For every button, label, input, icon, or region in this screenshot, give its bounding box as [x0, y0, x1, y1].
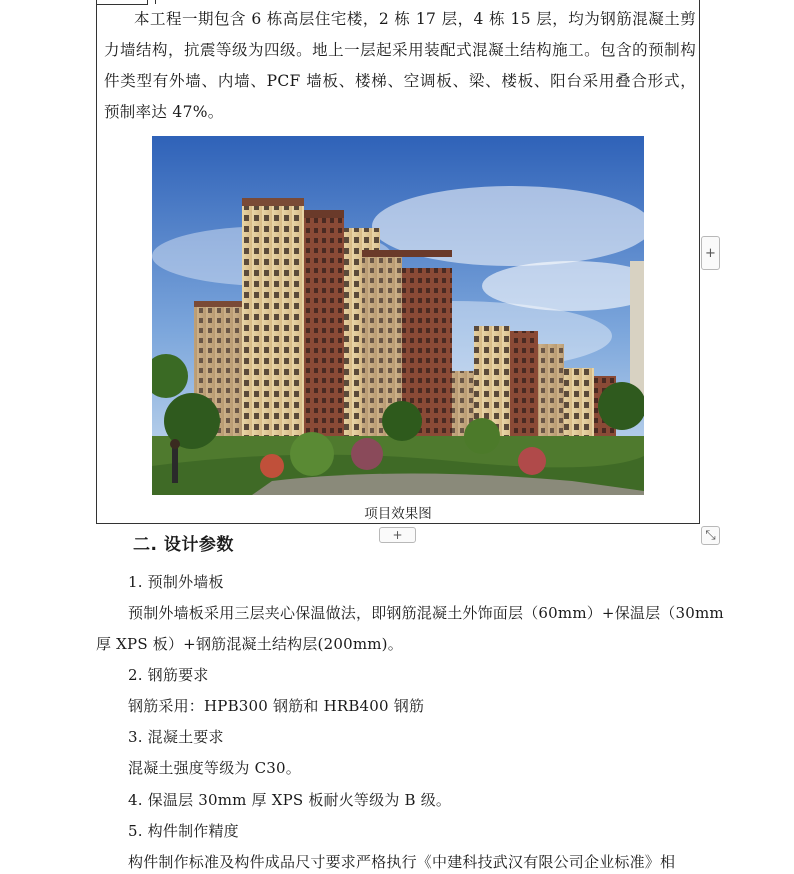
add-column-button[interactable]: + — [701, 236, 720, 270]
item-4-title: 4. 保温层 30mm 厚 XPS 板耐火等级为 B 级。 — [128, 791, 452, 809]
item-2-body: 钢筋采用：HPB300 钢筋和 HRB400 钢筋 — [128, 697, 425, 715]
item-1-body-line-2: 厚 XPS 板）+钢筋混凝土结构层(200mm)。 — [96, 635, 403, 653]
item-3-title: 3. 混凝土要求 — [128, 728, 224, 746]
figure-caption: 项目效果图 — [364, 506, 432, 522]
add-row-button[interactable]: + — [379, 527, 416, 543]
section-heading: 二. 设计参数 — [133, 535, 234, 555]
item-2-title: 2. 钢筋要求 — [128, 666, 209, 684]
intro-paragraph: 本工程一期包含 6 栋高层住宅楼，2 栋 17 层，4 栋 15 层，均为钢筋混凝土剪力墙结构，抗震等级为四级。地上一层起采用装配式混凝土结构施工。包含的预制构件类型有外墙、内墙、PCF 墙板、楼梯、空调板、梁、楼板、阳台采用叠合形式，预制率达 47%。 — [104, 10, 696, 121]
item-5-body: 构件制作标准及构件成品尺寸要求严格执行《中建科技武汉有限公司企业标准》相 — [128, 853, 676, 871]
table-resize-handle[interactable]: ⤡ — [701, 526, 720, 545]
project-rendering-image — [152, 136, 644, 495]
item-5-title: 5. 构件制作精度 — [128, 822, 239, 840]
item-1-body-line-1: 预制外墙板采用三层夹心保温做法，即钢筋混凝土外饰面层（60mm）+保温层（30mm — [128, 604, 724, 622]
item-3-body: 混凝土强度等级为 C30。 — [128, 759, 301, 777]
item-1-title: 1. 预制外墙板 — [128, 573, 224, 591]
rendering-illustration — [152, 136, 644, 495]
